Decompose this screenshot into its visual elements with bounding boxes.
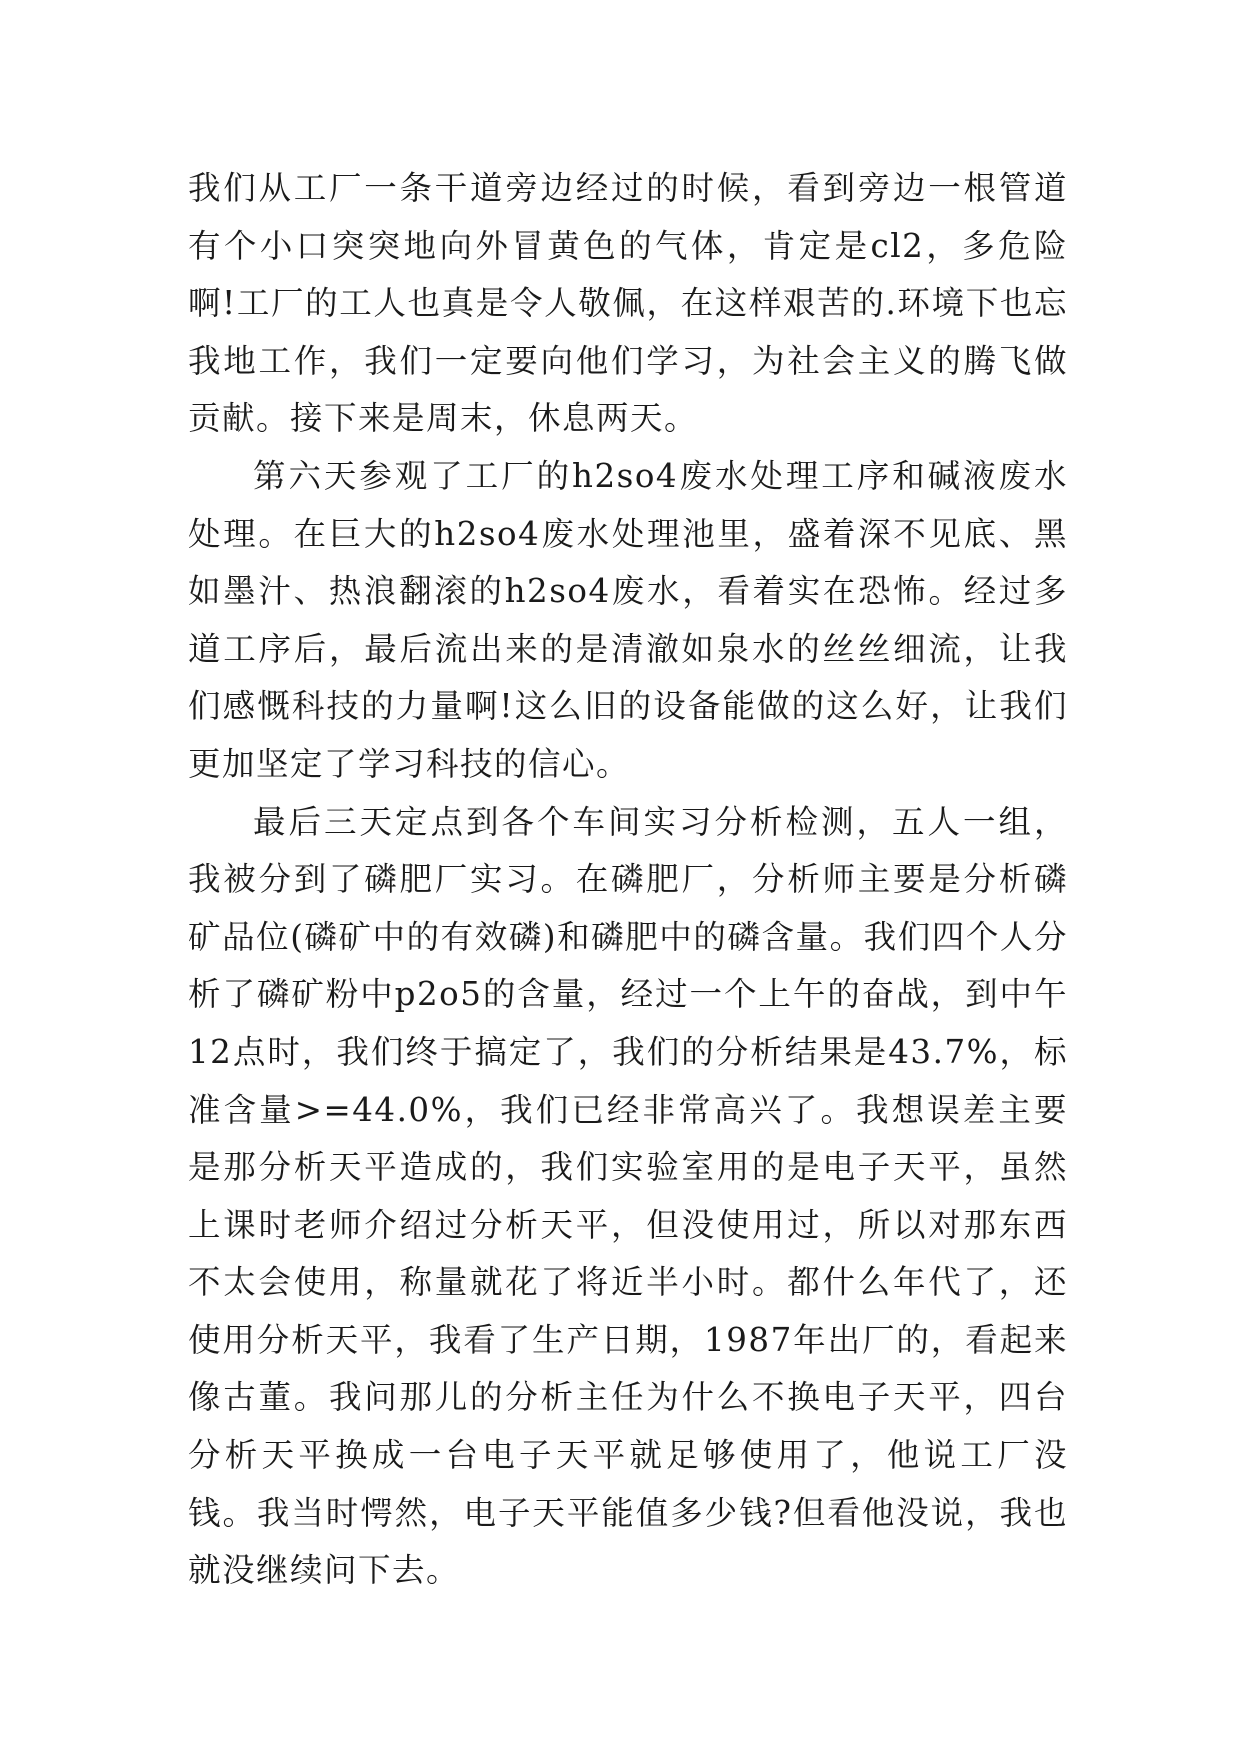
paragraph-2: 第六天参观了工厂的h2so4废水处理工序和碱液废水处理。在巨大的h2so4废水处理池里，盛着深不见底、黑如墨汁、热浪翻滚的h2so4废水，看着实在恐怖。经过多道工序后，最后流出来的是清澈如泉水的丝丝细流，让我们感慨科技的力量啊!这么旧的设备能做的这么好，让我们更加坚定了学习科技的信心。 xyxy=(188,456,1068,783)
paragraph-1: 我们从工厂一条干道旁边经过的时候，看到旁边一根管道有个小口突突地向外冒黄色的气体，肯定是cl2，多危险啊!工厂的工人也真是令人敬佩，在这样艰苦的.环境下也忘我地工作，我们一定要向他们学习，为社会主义的腾飞做贡献。接下来是周末，休息两天。 xyxy=(188,169,1068,438)
paragraph-3: 最后三天定点到各个车间实习分析检测，五人一组，我被分到了磷肥厂实习。在磷肥厂，分析师主要是分析磷矿品位(磷矿中的有效磷)和磷肥中的磷含量。我们四个人分析了磷矿粉中p2o5的含量，经过一个上午的奋战，到中午12点时，我们终于搞定了，我们的分析结果是43.7%，标准含量>=44.0%，我们已经非常高兴了。我想误差主要是那分析天平造成的，我们实验室用的是电子天平，虽然上课时老师介绍过分析天平，但没使用过，所以对那东西不太会使用，称量就花了将近半小时。都什么年代了，还使用分析天平，我看了生产日期，1987年出厂的，看起来像古董。我问那儿的分析主任为什么不换电子天平，四台分析天平换成一台电子天平就足够使用了，他说工厂没钱。我当时愕然，电子天平能值多少钱?但看他没说，我也就没继续问下去。 xyxy=(188,802,1068,1590)
body-text xyxy=(188,160,1068,1600)
